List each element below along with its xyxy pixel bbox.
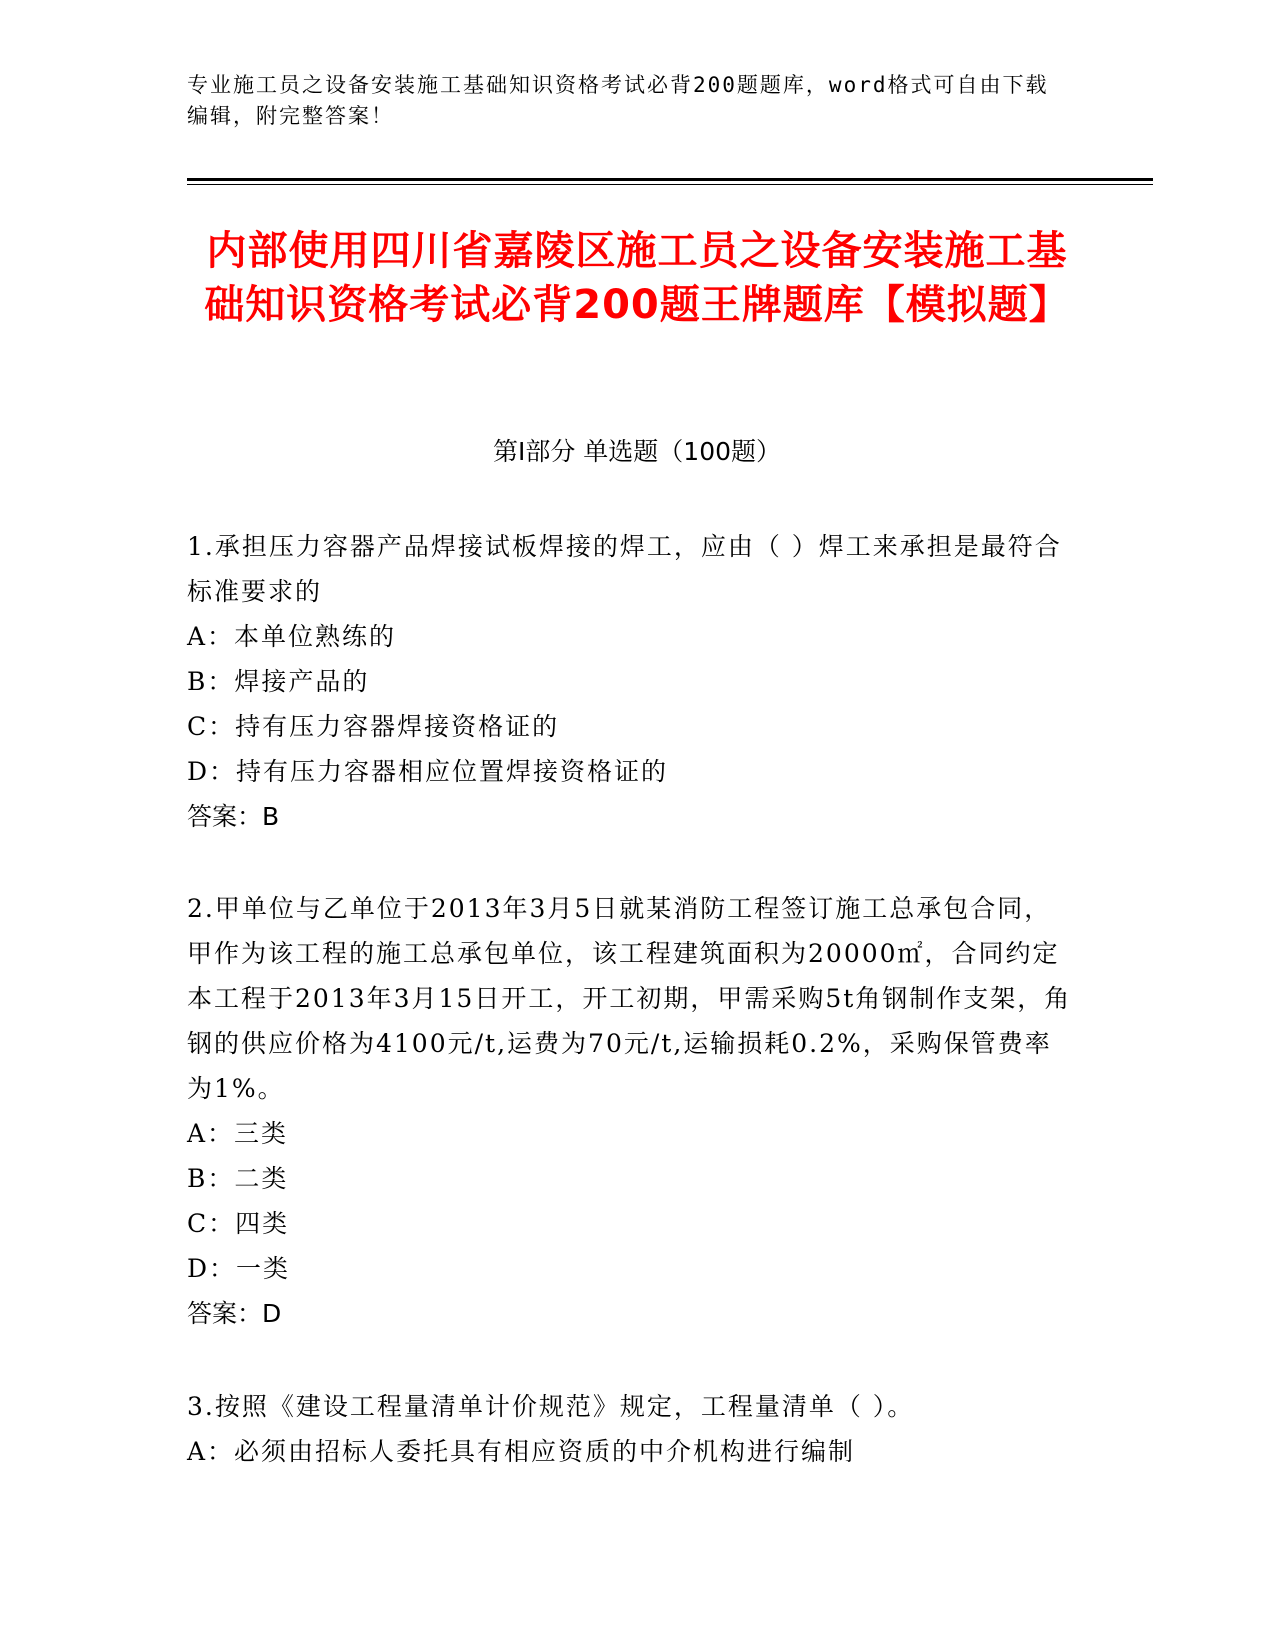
question-stem: 1.承担压力容器产品焊接试板焊接的焊工，应由（ ）焊工来承担是最符合标准要求的 (187, 532, 1062, 606)
question-3 (187, 1384, 1077, 1474)
option-d: D：持有压力容器相应位置焊接资格证的 (187, 757, 669, 786)
question-stem: 3.按照《建设工程量清单计价规范》规定，工程量清单（ ）。 (187, 1392, 915, 1421)
section-heading: 第Ⅰ部分 单选题（100题） (492, 437, 782, 466)
option-b: B：焊接产品的 (187, 667, 370, 696)
answer: 答案：B (187, 802, 280, 831)
header-note: 专业施工员之设备安装施工基础知识资格考试必背200题题库，word格式可自由下载编辑，附完整答案！ (187, 73, 1049, 128)
option-a: A：三类 (187, 1119, 289, 1148)
option-a: A：本单位熟练的 (187, 622, 397, 651)
document-title: 内部使用四川省嘉陵区施工员之设备安装施工基础知识资格考试必背200题王牌题库【模拟题】 (204, 228, 1070, 328)
option-c: C：持有压力容器焊接资格证的 (187, 712, 560, 741)
option-b: B：二类 (187, 1164, 289, 1193)
header-divider-thin (187, 184, 1153, 185)
answer: 答案：D (187, 1299, 282, 1328)
question-2 (187, 886, 1077, 1336)
option-d: D：一类 (187, 1254, 291, 1283)
option-a: A：必须由招标人委托具有相应资质的中介机构进行编制 (187, 1437, 856, 1466)
option-c: C：四类 (187, 1209, 290, 1238)
header-divider (187, 178, 1153, 181)
question-stem: 2.甲单位与乙单位于2013年3月5日就某消防工程签订施工总承包合同，甲作为该工程的施工总承包单位，该工程建筑面积为20000㎡，合同约定本工程于2013年3月15日开工，开工初期，甲需采购5t角钢制作支架，角钢的供应价格为4100元/t,运费为70元/t,运输损耗0.2%，采购保管费率为1%。 (187, 894, 1072, 1103)
question-1 (187, 524, 1077, 839)
